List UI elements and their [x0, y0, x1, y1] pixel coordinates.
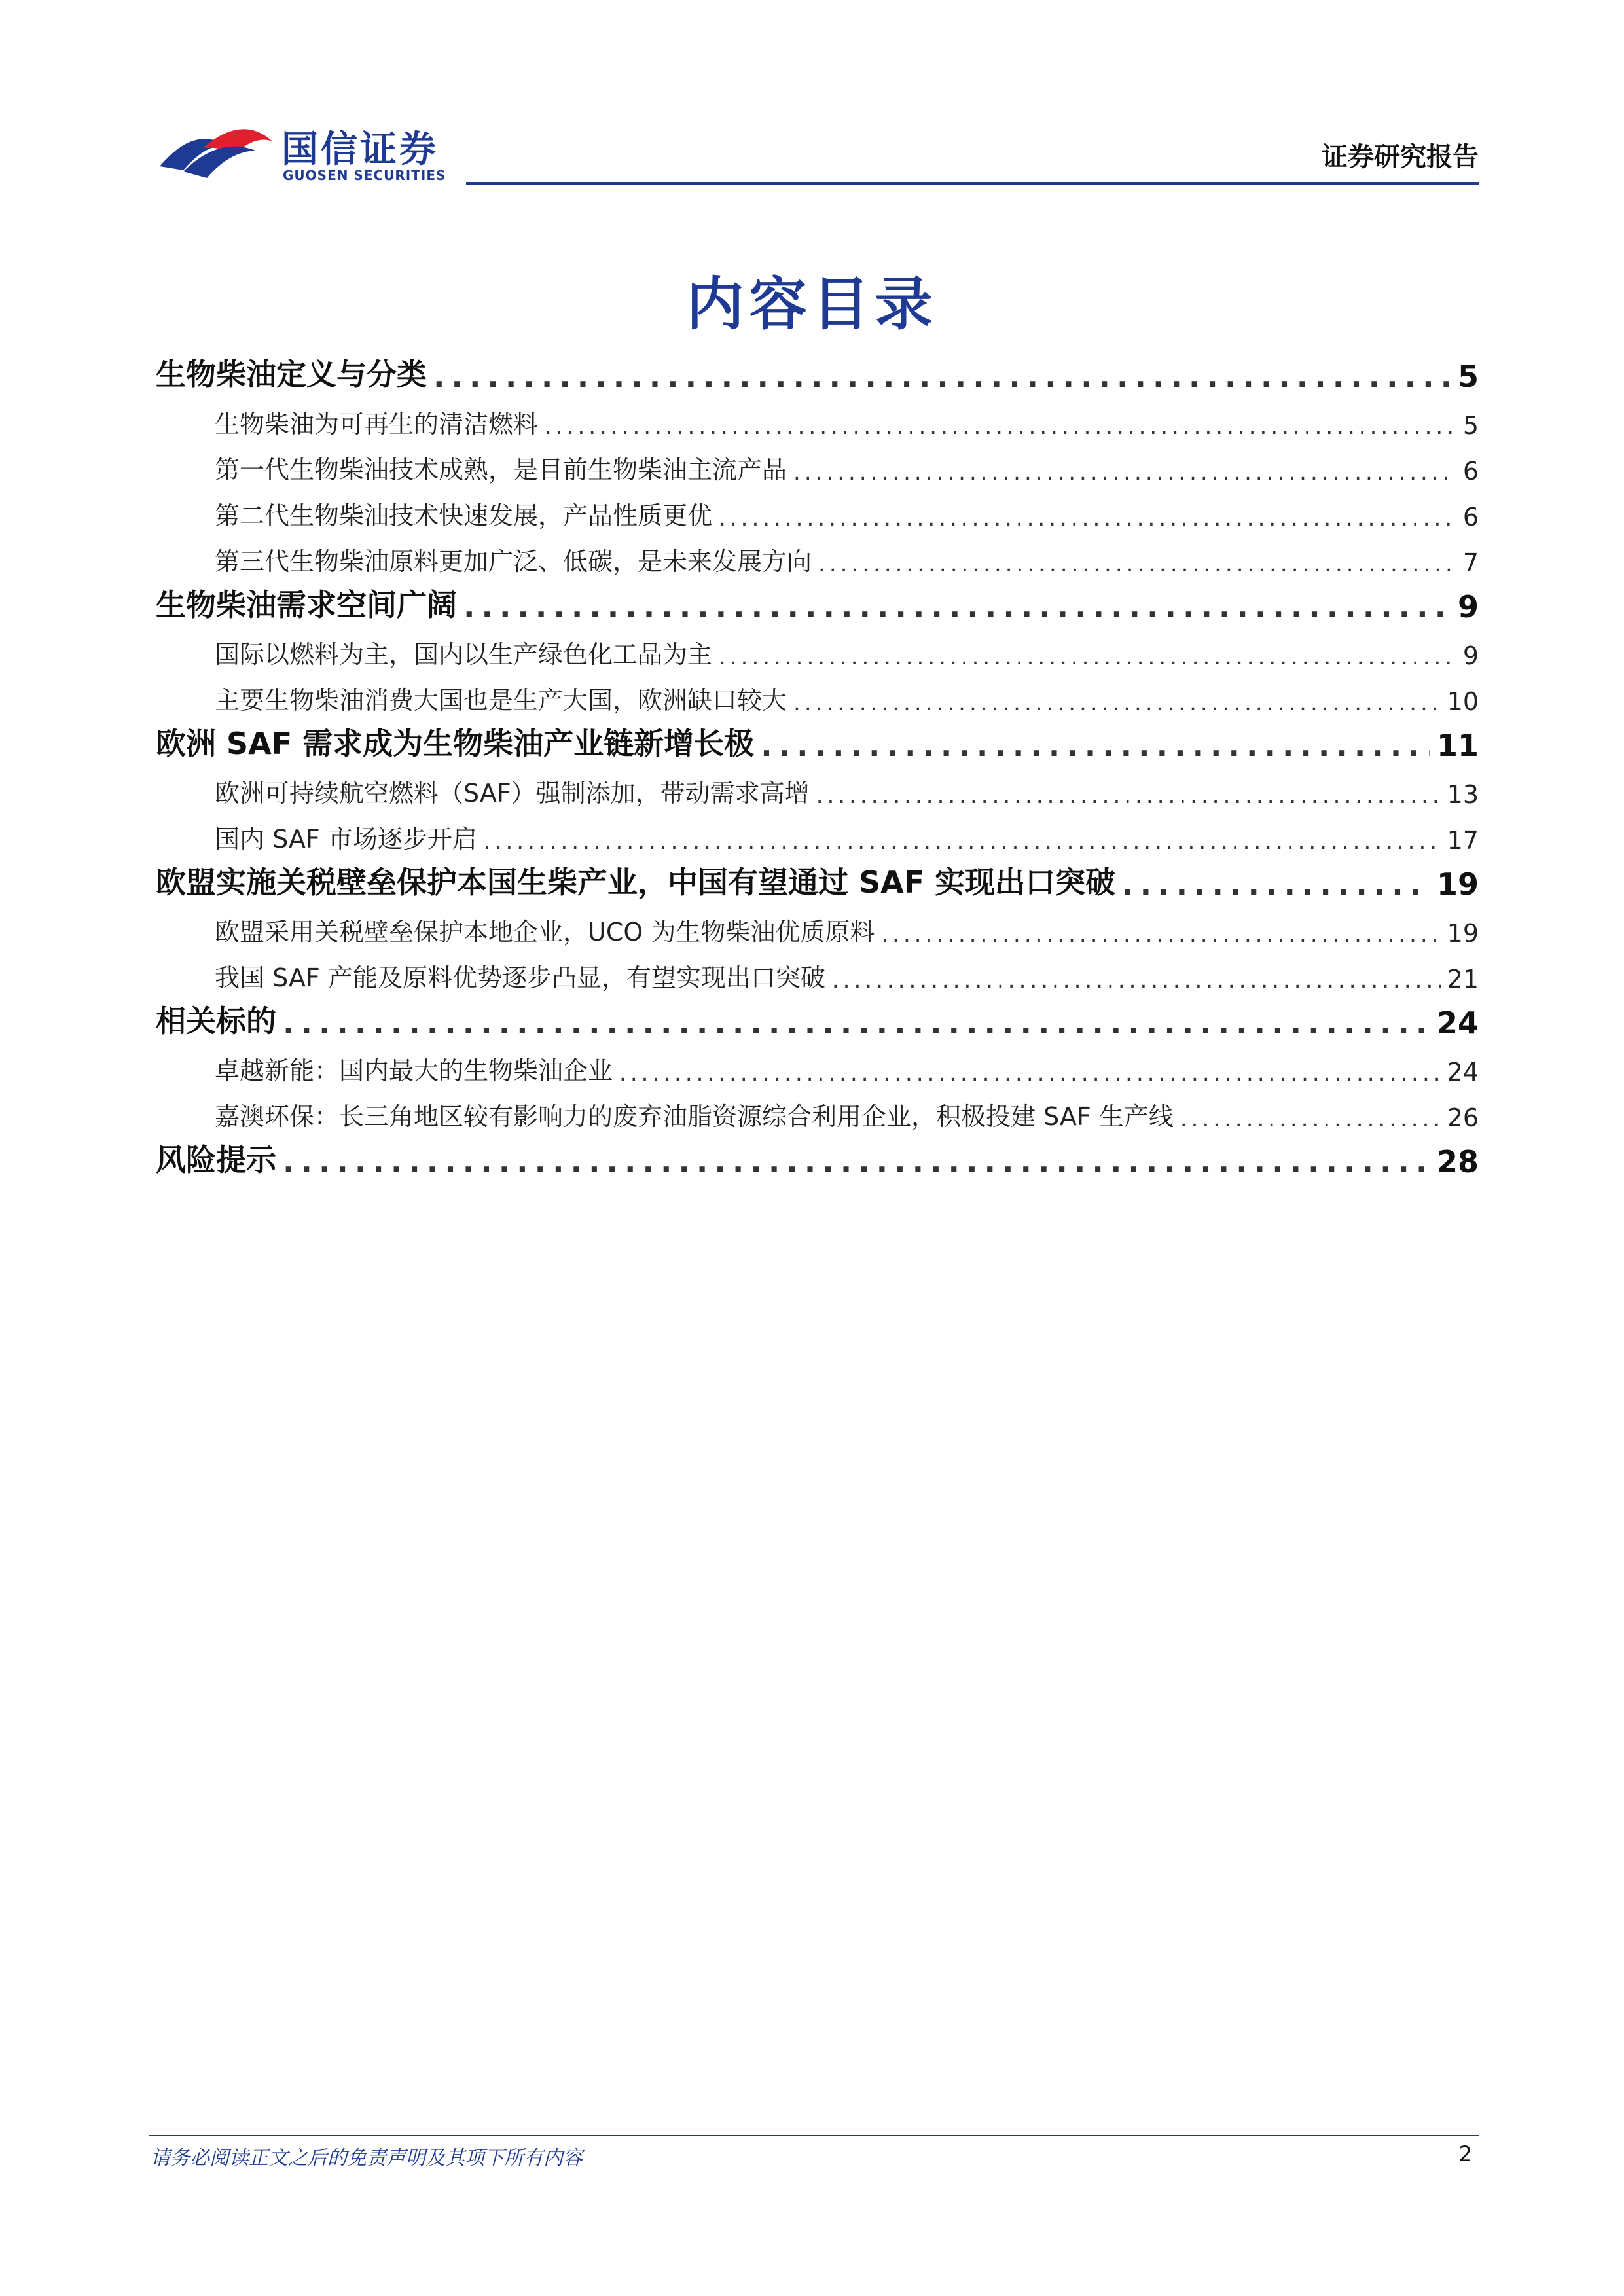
- report-type-label: 证券研究报告: [1322, 142, 1479, 172]
- toc-leader-dots: [719, 505, 1456, 531]
- toc-entry-section[interactable]: [156, 577, 1479, 624]
- toc-leader-dots: [719, 644, 1456, 670]
- toc-entry-title: 欧盟采用关税壁垒保护本地企业，UCO 为生物柴油优质原料: [215, 918, 875, 946]
- toc-entry-page: 24: [1436, 1005, 1479, 1041]
- toc-entry-title: 风险提示: [156, 1142, 276, 1177]
- toc-entry-section[interactable]: [156, 994, 1479, 1041]
- toc-entry-title: 嘉澳环保：长三角地区较有影响力的废弃油脂资源综合利用企业，积极投建 SAF 生产线: [215, 1102, 1174, 1131]
- toc-entry-title: 我国 SAF 产能及原料优势逐步凸显，有望实现出口突破: [215, 963, 825, 992]
- toc-entry-subsection[interactable]: [156, 670, 1479, 716]
- toc-entry-page: 10: [1447, 687, 1479, 716]
- toc-leader-dots: [484, 829, 1441, 855]
- toc-entry-subsection[interactable]: [156, 486, 1479, 531]
- toc-entry-page: 17: [1447, 826, 1479, 855]
- toc-entry-subsection[interactable]: [156, 1086, 1479, 1132]
- toc-title: 内容目录: [686, 270, 938, 338]
- toc-leader-dots: [283, 1005, 1430, 1041]
- toc-entry-page: 13: [1447, 780, 1479, 809]
- table-of-contents: [156, 347, 1479, 1179]
- toc-entry-page: 9: [1457, 589, 1479, 624]
- guosen-logo-icon: [157, 118, 275, 183]
- toc-entry-page: 5: [1457, 359, 1479, 394]
- header-divider: [466, 182, 1479, 185]
- toc-entry-subsection[interactable]: [156, 902, 1479, 948]
- toc-entry-title: 生物柴油定义与分类: [156, 357, 427, 392]
- toc-entry-title: 主要生物柴油消费大国也是生产大国，欧洲缺口较大: [215, 686, 787, 715]
- toc-leader-dots: [433, 359, 1451, 394]
- toc-entry-title: 第一代生物柴油技术成熟，是目前生物柴油主流产品: [215, 456, 787, 484]
- toc-entry-page: 11: [1436, 728, 1479, 763]
- toc-leader-dots: [761, 728, 1430, 763]
- toc-entry-page: 6: [1462, 457, 1479, 486]
- toc-entry-title: 欧洲可持续航空燃料（SAF）强制添加，带动需求高增: [215, 779, 810, 808]
- toc-entry-title: 卓越新能：国内最大的生物柴油企业: [215, 1056, 613, 1085]
- toc-leader-dots: [619, 1060, 1441, 1086]
- toc-leader-dots: [545, 414, 1456, 440]
- page-number: 2: [1458, 2142, 1472, 2166]
- toc-leader-dots: [832, 967, 1441, 994]
- toc-entry-subsection[interactable]: [156, 1041, 1479, 1086]
- toc-entry-page: 21: [1447, 965, 1479, 994]
- toc-leader-dots: [463, 589, 1451, 624]
- toc-entry-section[interactable]: [156, 1132, 1479, 1179]
- toc-entry-page: 28: [1436, 1144, 1479, 1179]
- footer-divider: [149, 2135, 1479, 2136]
- toc-leader-dots: [793, 459, 1456, 486]
- toc-entry-title: 第三代生物柴油原料更加广泛、低碳，是未来发展方向: [215, 547, 812, 576]
- toc-entry-page: 6: [1462, 503, 1479, 531]
- toc-entry-page: 26: [1447, 1103, 1479, 1132]
- toc-entry-section[interactable]: [156, 855, 1479, 902]
- toc-entry-title: 国内 SAF 市场逐步开启: [215, 825, 477, 853]
- toc-entry-title: 国际以燃料为主，国内以生产绿色化工品为主: [215, 640, 713, 669]
- toc-entry-title: 欧洲 SAF 需求成为生物柴油产业链新增长极: [156, 726, 755, 761]
- toc-leader-dots: [818, 551, 1456, 577]
- toc-entry-subsection[interactable]: [156, 624, 1479, 670]
- toc-leader-dots: [1180, 1106, 1441, 1132]
- toc-entry-page: 5: [1462, 411, 1479, 440]
- toc-entry-subsection[interactable]: [156, 394, 1479, 440]
- toc-entry-page: 7: [1462, 548, 1479, 577]
- toc-entry-section[interactable]: [156, 716, 1479, 763]
- toc-leader-dots: [1122, 867, 1430, 902]
- toc-entry-section[interactable]: [156, 347, 1479, 394]
- toc-leader-dots: [816, 783, 1441, 809]
- toc-entry-title: 生物柴油为可再生的清洁燃料: [215, 410, 539, 439]
- guosen-logo: [157, 110, 458, 188]
- toc-entry-page: 19: [1436, 867, 1479, 902]
- toc-leader-dots: [283, 1144, 1430, 1179]
- footer-disclaimer: 请务必阅读正文之后的免责声明及其项下所有内容: [151, 2147, 583, 2170]
- toc-entry-subsection[interactable]: [156, 440, 1479, 486]
- toc-leader-dots: [793, 690, 1441, 716]
- toc-entry-page: 24: [1447, 1058, 1479, 1086]
- toc-entry-title: 欧盟实施关税壁垒保护本国生柴产业，中国有望通过 SAF 实现出口突破: [156, 865, 1116, 900]
- toc-entry-subsection[interactable]: [156, 948, 1479, 994]
- toc-entry-title: 相关标的: [156, 1003, 276, 1039]
- toc-entry-subsection[interactable]: [156, 531, 1479, 577]
- toc-leader-dots: [881, 922, 1440, 948]
- toc-entry-subsection[interactable]: [156, 809, 1479, 855]
- toc-entry-title: 生物柴油需求空间广阔: [156, 587, 457, 622]
- toc-entry-title: 第二代生物柴油技术快速发展，产品性质更优: [215, 501, 713, 530]
- toc-entry-subsection[interactable]: [156, 763, 1479, 809]
- logo-chinese-name: 国信证券: [281, 128, 439, 171]
- toc-entry-page: 19: [1447, 919, 1479, 948]
- logo-english-name: GUOSEN SECURITIES: [283, 168, 446, 183]
- toc-entry-page: 9: [1462, 641, 1479, 670]
